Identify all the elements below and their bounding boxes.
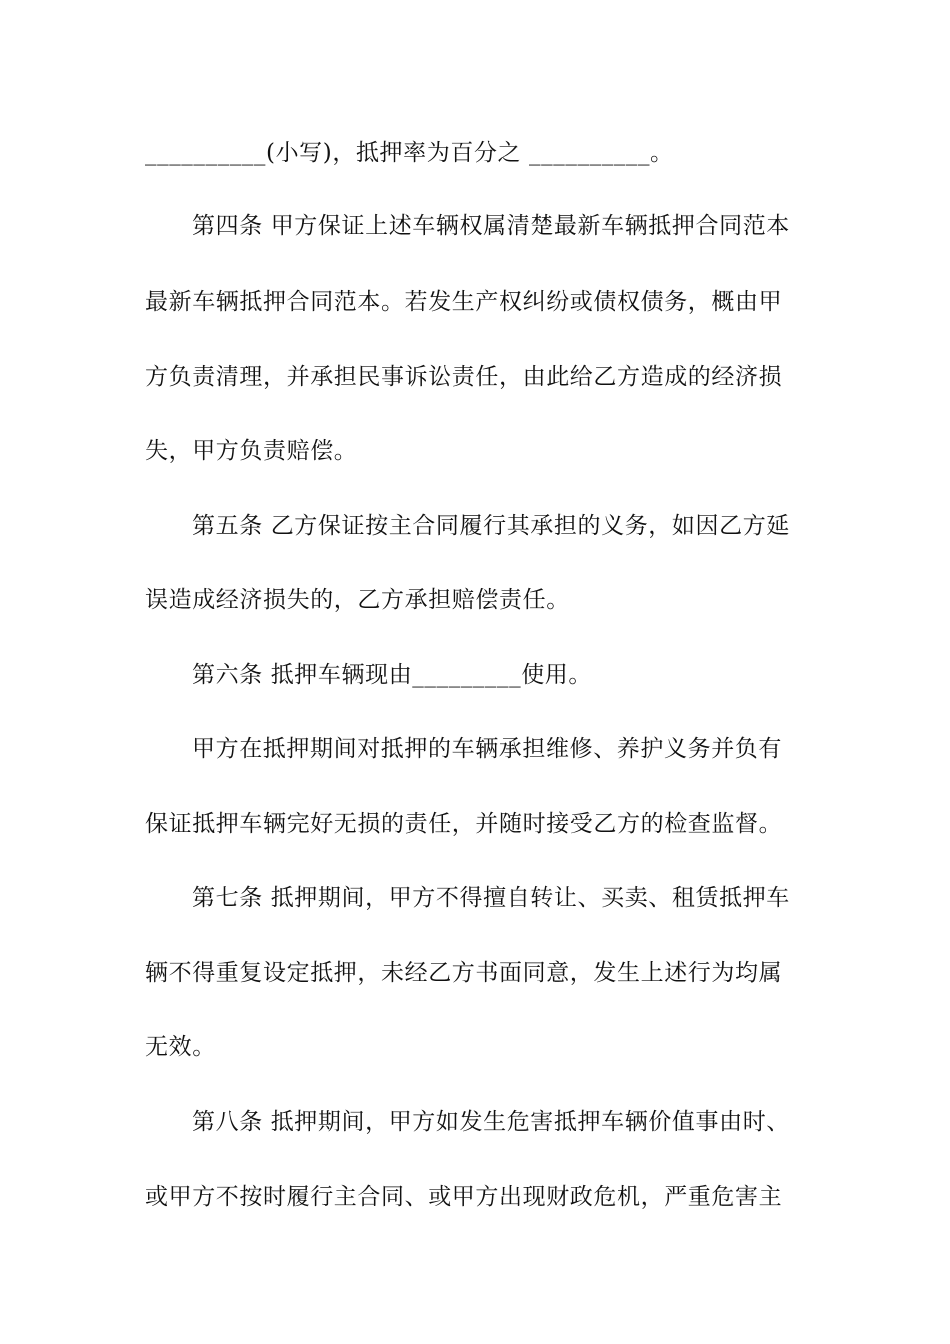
- text-line-article-7-cont: 辆不得重复设定抵押，未经乙方书面同意，发生上述行为均属: [145, 960, 783, 986]
- text-line-article-4-start: 第四条 甲方保证上述车辆权属清楚最新车辆抵押合同范本: [192, 213, 790, 239]
- text-line-article-4-end: 失，甲方负责赔偿。: [145, 438, 358, 464]
- text-line-article-8-cont: 或甲方不按时履行主合同、或甲方出现财政危机，严重危害主: [145, 1184, 783, 1210]
- text-line-article-8-start: 第八条 抵押期间，甲方如发生危害抵押车辆价值事由时、: [192, 1109, 790, 1135]
- text-line-maintenance-end: 保证抵押车辆完好无损的责任，并随时接受乙方的检查监督。: [145, 811, 783, 837]
- text-line-maintenance-start: 甲方在抵押期间对抵押的车辆承担维修、养护义务并负有: [192, 736, 782, 762]
- text-line-article-7-start: 第七条 抵押期间，甲方不得擅自转让、买卖、租赁抵押车: [192, 885, 790, 911]
- text-line-mortgage-rate: __________(小写)，抵押率为百分之 __________。: [145, 140, 674, 166]
- text-line-article-4-cont-2: 方负责清理，并承担民事诉讼责任，由此给乙方造成的经济损: [145, 364, 783, 390]
- text-line-article-4-cont-1: 最新车辆抵押合同范本。若发生产权纠纷或债权债务，概由甲: [145, 289, 783, 315]
- text-line-article-7-end: 无效。: [145, 1034, 216, 1060]
- text-line-article-5-end: 误造成经济损失的，乙方承担赔偿责任。: [145, 587, 570, 613]
- text-line-article-6: 第六条 抵押车辆现由_________使用。: [192, 662, 593, 688]
- text-line-article-5-start: 第五条 乙方保证按主合同履行其承担的义务，如因乙方延: [192, 513, 790, 539]
